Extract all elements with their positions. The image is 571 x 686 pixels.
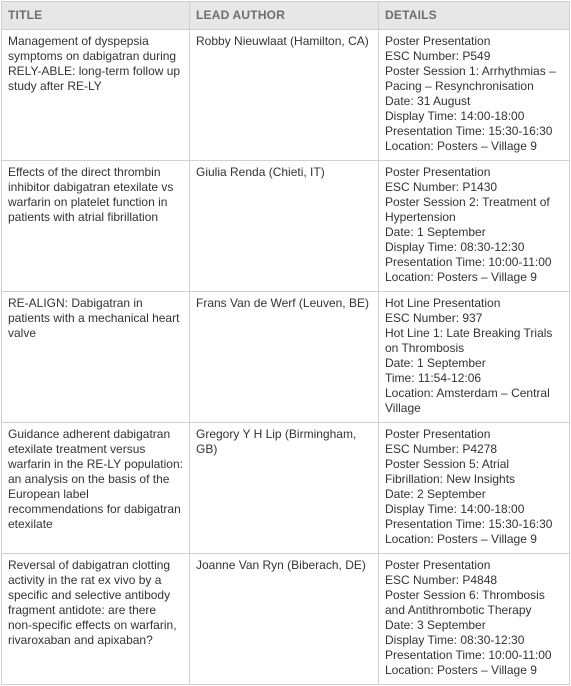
detail-line: Poster Session 1: Arrhythmias – Pacing – Resynchronisation [385, 64, 556, 93]
cell-lead-author: Robby Nieuwlaat (Hamilton, CA) [190, 30, 379, 161]
cell-lead-author: Frans Van de Werf (Leuven, BE) [190, 292, 379, 423]
detail-line: Poster Session 6: Thrombosis and Antithrombotic Therapy [385, 588, 545, 617]
detail-line: ESC Number: P549 [385, 49, 491, 63]
table-row [2, 292, 570, 423]
cell-lead-author: Gregory Y H Lip (Birmingham, GB) [190, 423, 379, 554]
detail-line: ESC Number: 937 [385, 311, 483, 325]
detail-line: Date: 2 September [385, 487, 486, 501]
detail-line: Presentation Time: 15:30-16:30 [385, 124, 553, 138]
table-row [2, 30, 570, 161]
table-header [2, 2, 570, 30]
detail-line: Location: Posters – Village 9 [385, 663, 537, 677]
detail-line: Date: 1 September [385, 225, 486, 239]
cell-lead-author: Joanne Van Ryn (Biberach, DE) [190, 554, 379, 685]
detail-line: Location: Posters – Village 9 [385, 532, 537, 546]
cell-title: Guidance adherent dabigatran etexilate treatment versus warfarin in the RE-LY population: an analysis on the basis of the European label recommendations for dabigatran etexilate [2, 423, 190, 554]
detail-line: ESC Number: P4848 [385, 573, 498, 587]
detail-line: Hot Line 1: Late Breaking Trials on Thrombosis [385, 326, 553, 355]
detail-line: Poster Presentation [385, 427, 491, 441]
cell-details [379, 423, 570, 554]
table-row [2, 161, 570, 292]
detail-line: Time: 11:54-12:06 [385, 371, 482, 385]
header-title: TITLE [2, 2, 190, 30]
detail-line: Display Time: 14:00-18:00 [385, 109, 525, 123]
detail-line: Date: 3 September [385, 618, 486, 632]
cell-lead-author: Giulia Renda (Chieti, IT) [190, 161, 379, 292]
cell-details [379, 30, 570, 161]
detail-line: ESC Number: P4278 [385, 442, 498, 456]
detail-line: Hot Line Presentation [385, 296, 501, 310]
detail-line: Poster Presentation [385, 34, 491, 48]
header-row [2, 2, 570, 30]
detail-line: Location: Amsterdam – Central Village [385, 386, 550, 415]
detail-line: Presentation Time: 15:30-16:30 [385, 517, 553, 531]
detail-line: Location: Posters – Village 9 [385, 139, 537, 153]
header-lead-author: LEAD AUTHOR [190, 2, 379, 30]
detail-line: Location: Posters – Village 9 [385, 270, 537, 284]
detail-line: Date: 31 August [385, 94, 471, 108]
detail-line: ESC Number: P1430 [385, 180, 498, 194]
detail-line: Date: 1 September [385, 356, 486, 370]
cell-title: Effects of the direct thrombin inhibitor dabigatran etexilate vs warfarin on platelet function in patients with atrial fibrillation [2, 161, 190, 292]
cell-title: RE-ALIGN: Dabigatran in patients with a mechanical heart valve [2, 292, 190, 423]
detail-line: Poster Session 5: Atrial Fibrillation: New Insights [385, 457, 516, 486]
detail-line: Display Time: 08:30-12:30 [385, 240, 525, 254]
detail-line: Poster Session 2: Treatment of Hypertension [385, 195, 550, 224]
detail-line: Display Time: 08:30-12:30 [385, 633, 525, 647]
cell-details [379, 161, 570, 292]
table-body [2, 30, 570, 685]
cell-details [379, 292, 570, 423]
detail-line: Poster Presentation [385, 558, 491, 572]
cell-title: Reversal of dabigatran clotting activity in the rat ex vivo by a specific and selective antibody fragment antidote: are there non-specific effects on warfarin, rivaroxaban and apixaban? [2, 554, 190, 685]
cell-title: Management of dyspepsia symptoms on dabigatran during RELY-ABLE: long-term follow up study after RE-LY [2, 30, 190, 161]
presentations-table [1, 1, 570, 685]
detail-line: Presentation Time: 10:00-11:00 [385, 648, 552, 662]
cell-details [379, 554, 570, 685]
detail-line: Display Time: 14:00-18:00 [385, 502, 525, 516]
detail-line: Presentation Time: 10:00-11:00 [385, 255, 552, 269]
table-row [2, 423, 570, 554]
header-details: DETAILS [379, 2, 570, 30]
table-row [2, 554, 570, 685]
detail-line: Poster Presentation [385, 165, 491, 179]
